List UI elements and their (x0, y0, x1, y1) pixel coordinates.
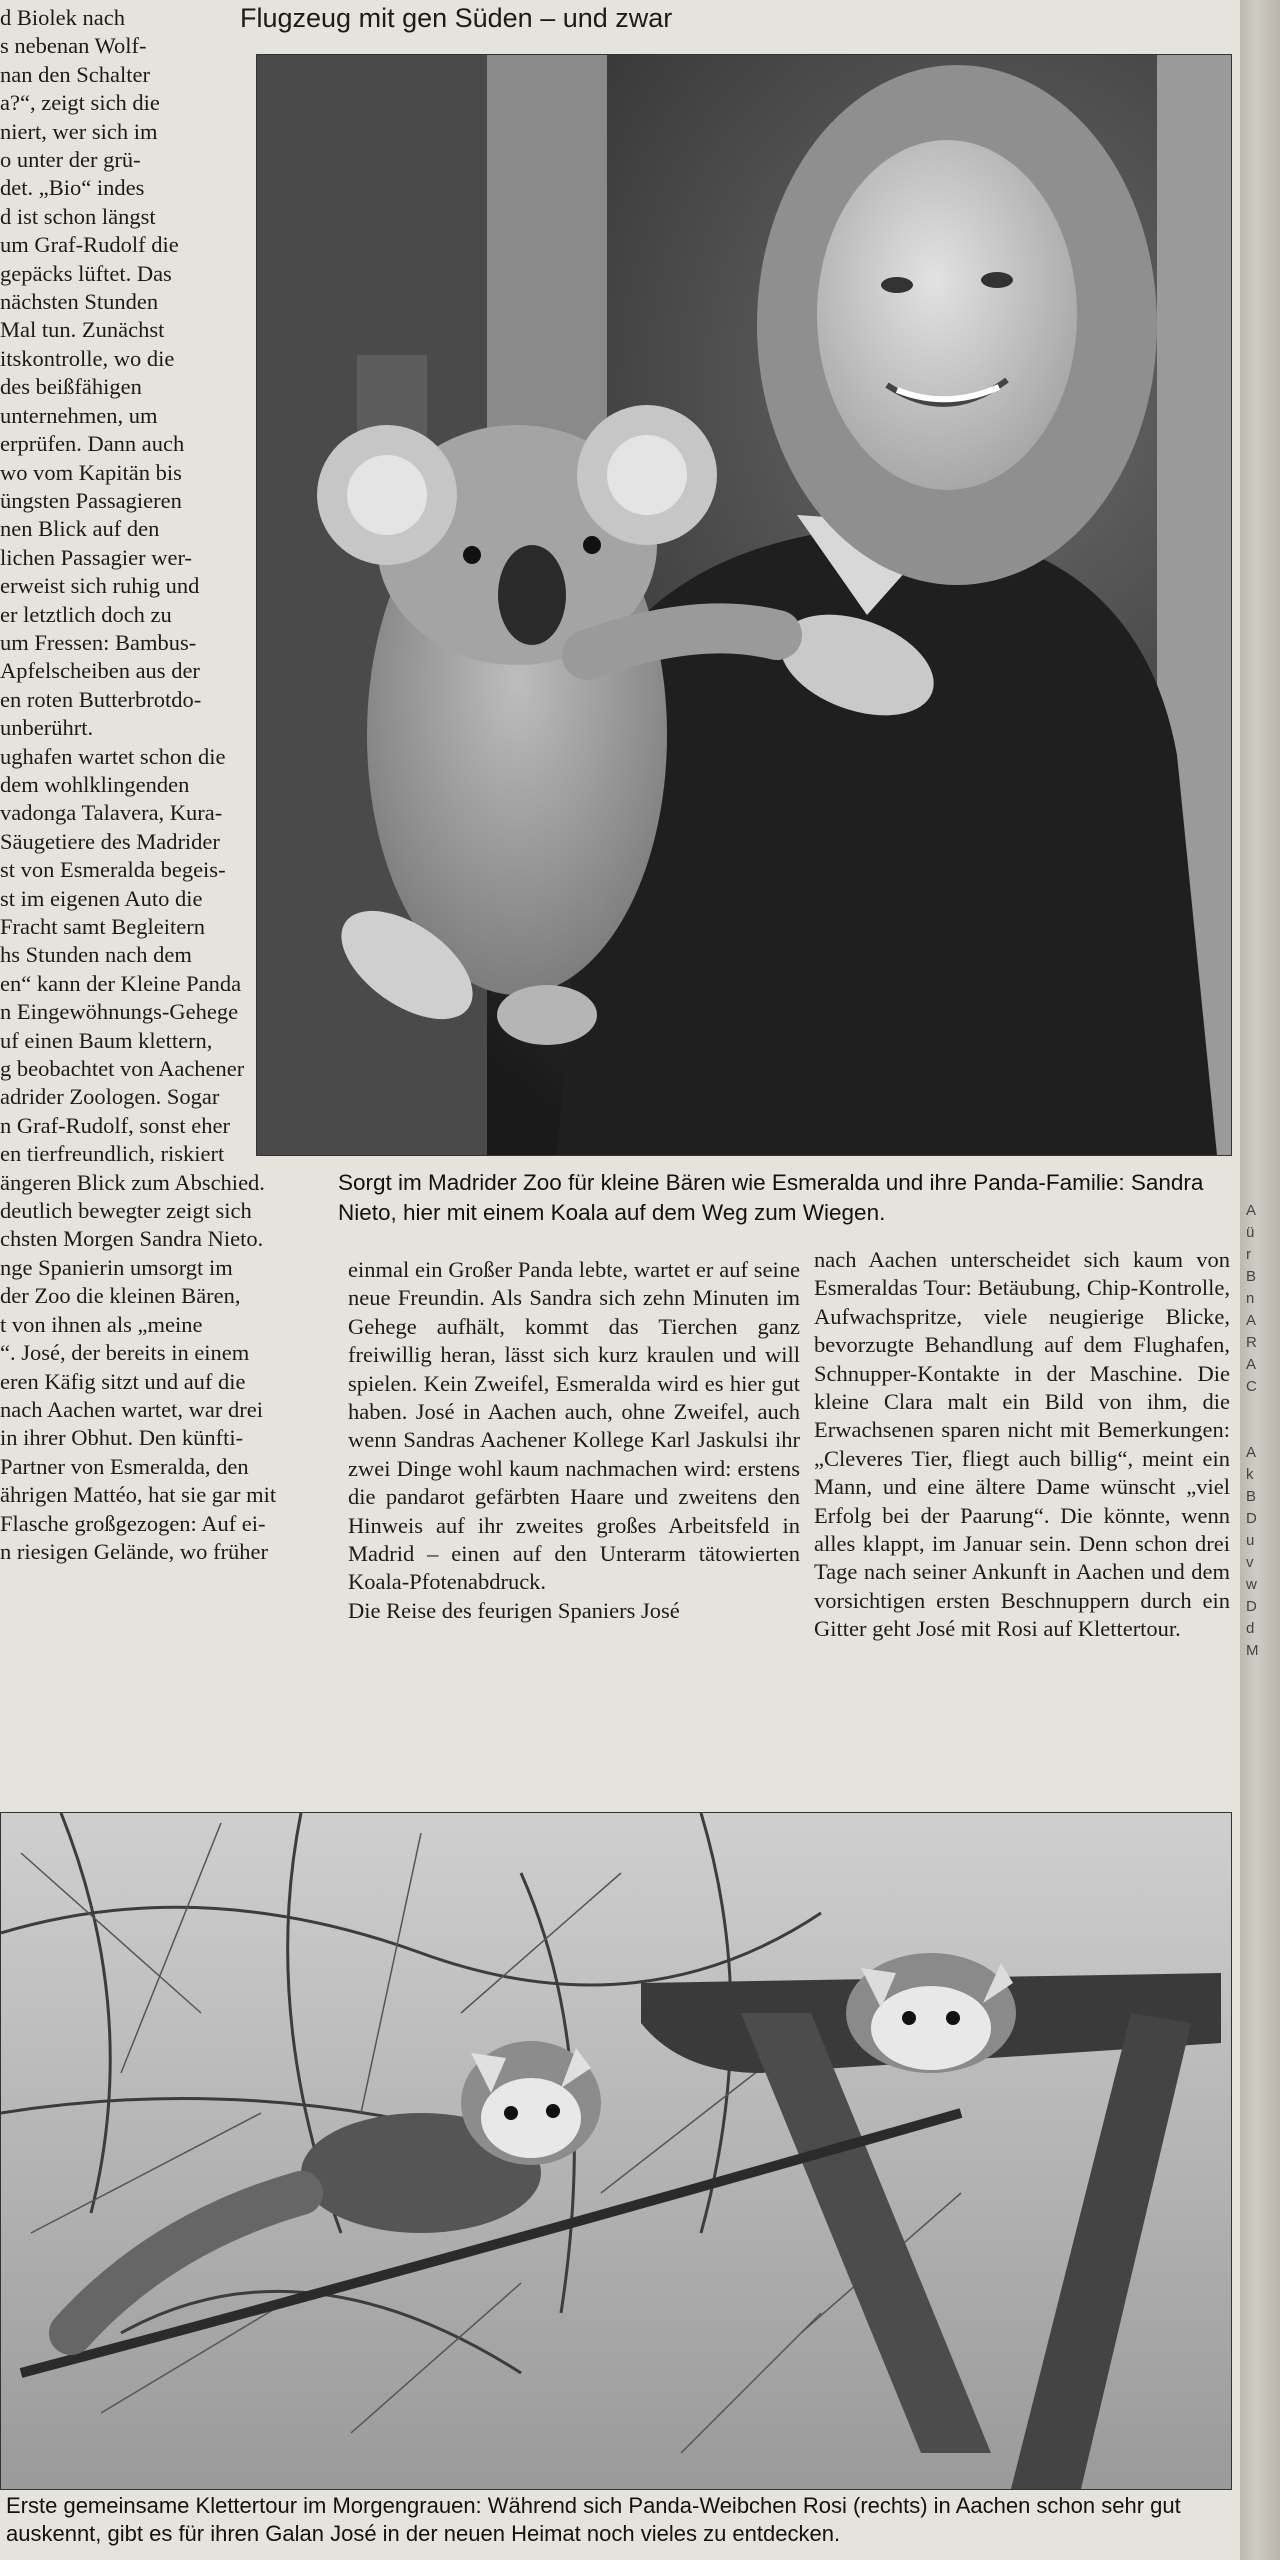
left-column-line: erweist sich ruhig und (0, 573, 200, 599)
adjacent-page-letter (1246, 1398, 1259, 1420)
red-panda-photo-illustration (1, 1813, 1231, 2489)
adjacent-page-letter: k (1246, 1466, 1254, 1483)
koala-photo-illustration (257, 55, 1231, 1155)
adjacent-page-letter: A (1246, 1202, 1257, 1219)
left-column-line: en tierfreundlich, riskiert (0, 1141, 225, 1167)
middle-column-text: einmal ein Großer Panda lebte, wartet er auf seine neue Freundin. Als Sandra sich zehn Minuten im Gehege aufhält, kommt das Tierchen ganz freiwillig heran, lässt sich kurz kraulen und will spielen. Kein Zweifel, Esmeralda wird es hier gut haben. José in Aachen auch, ohne Zweifel, auch wenn Sandras Aachener Kollege Karl Jaskulsi ihr zwei Dinge wohl kaum nachmachen wird: erstens die pandarot gefärbten Haare und zweitens den Hinweis auf ihr zweites großes Arbeitsfeld in Madrid – einen auf den Unterarm tätowierten Koala-Pfotenabdruck. (348, 1257, 800, 1595)
adjacent-page-letter: r (1246, 1246, 1251, 1263)
adjacent-page-letter: B (1246, 1268, 1257, 1285)
left-column-line: en“ kann der Kleine Panda (0, 970, 242, 996)
left-column-line: nach Aachen wartet, war drei (0, 1396, 263, 1422)
left-column-line: chsten Morgen Sandra Nieto. (0, 1226, 264, 1252)
left-column-line: üngsten Passagieren (0, 487, 182, 513)
right-column-text: nach Aachen unterscheidet sich kaum von Esmeraldas Tour: Betäubung, Chip-Kontrolle, Aufwachspritze, viele neugierige Blicke, bevorzugte Behandlung auf dem Flughafen, Schnupper-Kontakte in der Maschine. Die kleine Clara malt ein Bild von ihm, die Erwachsenen sparen nicht mit Bemerkungen: „Cleveres Tier, fliegt auch billig“, meint ein Mann, und eine ältere Dame wünscht „viel Erfolg bei der Paarung“. Die könnte, wenn alles klappt, im Januar sein. Denn schon drei Tage nach seiner Ankunft in Aachen und dem vorsichtigen ersten Beschnuppern durch ein Gitter geht José mit Rosi auf Klettertour. (814, 1247, 1230, 1642)
left-column-line: wo vom Kapitän bis (0, 459, 182, 485)
left-column-line: en roten Butterbrotdo- (0, 686, 202, 712)
adjacent-page-letter: C (1246, 1378, 1257, 1395)
left-column-line: unternehmen, um (0, 402, 158, 428)
left-column-line: eren Käfig sitzt und auf die (0, 1368, 246, 1394)
left-column-line: lichen Passagier wer- (0, 544, 192, 570)
left-column-line: t von ihnen als „meine (0, 1311, 203, 1337)
left-column-line: n Graf-Rudolf, sonst eher (0, 1112, 230, 1138)
left-column-line: Säugetiere des Madrider (0, 828, 220, 854)
adjacent-page-letter: n (1246, 1290, 1255, 1307)
left-column-line: nächsten Stunden (0, 289, 159, 315)
left-column-line: erprüfen. Dann auch (0, 431, 185, 457)
left-column-line: d ist schon längst (0, 203, 156, 229)
left-column-line: um Fressen: Bambus- (0, 629, 197, 655)
left-column-line: vadonga Talavera, Kura- (0, 800, 223, 826)
left-column-line: ängeren Blick zum Abschied. (0, 1169, 265, 1195)
adjacent-page-letter: D (1246, 1510, 1257, 1527)
left-column-line: der Zoo die kleinen Bären, (0, 1283, 241, 1309)
left-column-line: n Eingewöhnungs-Gehege (0, 999, 239, 1025)
left-column-line: s nebenan Wolf- (0, 33, 147, 59)
left-column-line: Flasche großgezogen: Auf ei- (0, 1510, 266, 1536)
left-column-line: adrider Zoologen. Sogar (0, 1084, 220, 1110)
left-column-line: uf einen Baum klettern, (0, 1027, 213, 1053)
left-column-line: g beobachtet von Aachener (0, 1056, 245, 1082)
left-column-line: in ihrer Obhut. Den künfti- (0, 1425, 244, 1451)
adjacent-page-edge (1240, 0, 1280, 2560)
left-column-line: dem wohlklingenden (0, 771, 190, 797)
adjacent-page-letter: B (1246, 1488, 1257, 1505)
adjacent-page-letters (1246, 1200, 1259, 1662)
left-column-line: ährigen Mattéo, hat sie gar mit (0, 1482, 277, 1508)
left-column-line: nge Spanierin umsorgt im (0, 1254, 233, 1280)
adjacent-page-letter: d (1246, 1620, 1255, 1637)
left-column-line: Mal tun. Zunächst (0, 317, 165, 343)
left-column-line: gepäcks lüftet. Das (0, 260, 172, 286)
left-column-line: nen Blick auf den (0, 516, 160, 542)
left-column-line: nan den Schalter (0, 61, 150, 87)
adjacent-page-letter: v (1246, 1554, 1254, 1571)
left-column-line: “. José, der bereits in einem (0, 1340, 250, 1366)
left-column-line: unberührt. (0, 715, 94, 741)
adjacent-page-letter: M (1246, 1642, 1259, 1659)
left-column-line: Fracht samt Begleitern (0, 914, 205, 939)
left-column-line: hs Stunden nach dem (0, 942, 192, 968)
left-column-line: det. „Bio“ indes (0, 175, 145, 201)
left-column-line: niert, wer sich im (0, 118, 158, 144)
left-column-line: Apfelscheiben aus der (0, 658, 200, 684)
left-column-line: a?“, zeigt sich die (0, 90, 160, 116)
top-heading-fragment: Flugzeug mit gen Süden – und zwar (240, 3, 673, 33)
middle-column-tail: Die Reise des feurigen Spaniers José (348, 1597, 680, 1623)
left-column-line: Partner von Esmeralda, den (0, 1453, 249, 1479)
left-column-line: o unter der grü- (0, 147, 141, 173)
left-column-line: um Graf-Rudolf die (0, 232, 179, 258)
adjacent-page-letter: D (1246, 1598, 1257, 1615)
adjacent-page-letter: u (1246, 1532, 1255, 1549)
right-column (814, 1246, 1230, 1644)
left-column-line: des beißfähigen (0, 374, 142, 400)
red-panda-photo (0, 1812, 1232, 2490)
adjacent-page-letter: A (1246, 1356, 1257, 1373)
left-column-line: d Biolek nach (0, 5, 125, 30)
koala-photo (256, 54, 1232, 1156)
left-column-line: st von Esmeralda begeis- (0, 857, 226, 883)
adjacent-page-letter: w (1246, 1576, 1257, 1593)
middle-column (348, 1256, 800, 1625)
adjacent-page-letter: A (1246, 1444, 1257, 1461)
left-column-line: st im eigenen Auto die (0, 885, 203, 911)
left-column-line: ughafen wartet schon die (0, 743, 226, 769)
left-column-line: deutlich bewegter zeigt sich (0, 1198, 252, 1224)
adjacent-page-letter: A (1246, 1312, 1257, 1329)
left-column-line: er letztlich doch zu (0, 601, 172, 627)
left-column-line: n riesigen Gelände, wo früher (0, 1538, 269, 1564)
red-panda-photo-caption: Erste gemeinsame Klettertour im Morgengrauen: Während sich Panda-Weibchen Rosi (rechts) in Aachen schon sehr gut auskennt, gibt es für ihren Galan José in der neuen Heimat noch vieles zu entdecken. (6, 2493, 1181, 2546)
adjacent-page-letter: ü (1246, 1224, 1255, 1241)
adjacent-page-letter (1246, 1420, 1259, 1442)
koala-photo-caption: Sorgt im Madrider Zoo für kleine Bären wie Esmeralda und ihre Panda-Familie: Sandra Nieto, hier mit einem Koala auf dem Weg zum Wiegen. (338, 1170, 1204, 1225)
left-column-line: itskontrolle, wo die (0, 345, 175, 371)
adjacent-page-letter: R (1246, 1334, 1257, 1351)
